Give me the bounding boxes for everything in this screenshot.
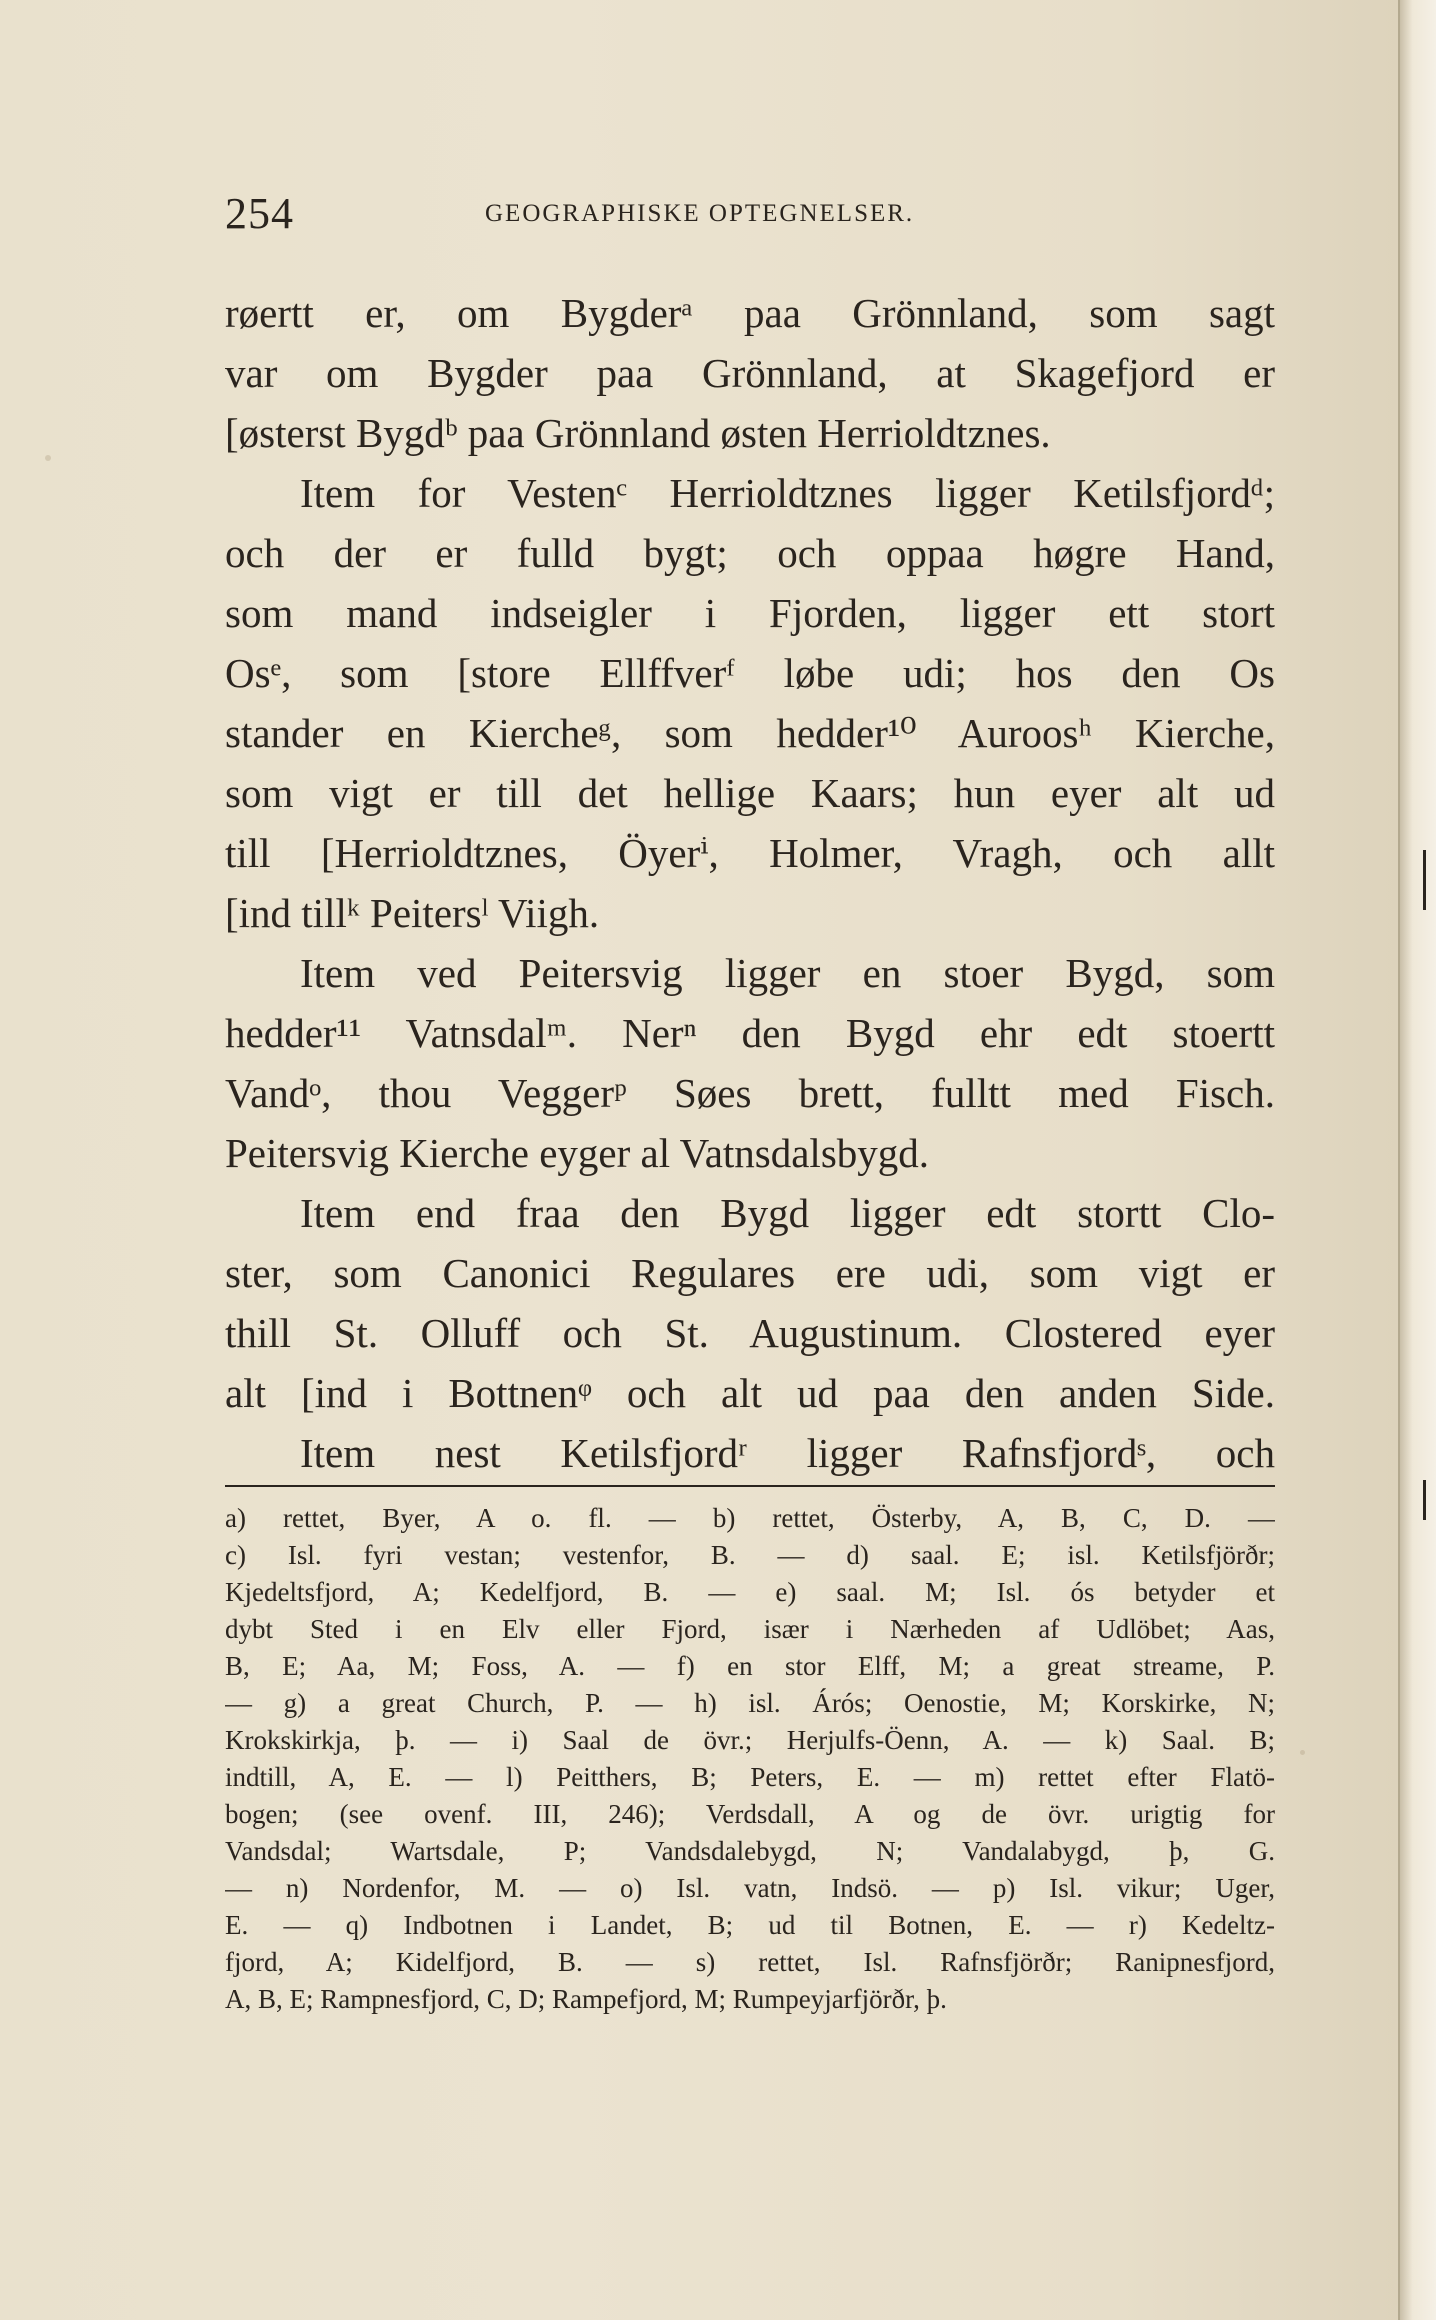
body-line: var om Bygder paa Grönnland, at Skagefjord er bbox=[225, 350, 1275, 396]
edge-mark bbox=[1423, 850, 1426, 910]
footnote-line: fjord, A; Kidelfjord, B. — s) rettet, Isl. Rafnsfjörðr; Ranipnesfjord, bbox=[225, 1947, 1275, 1977]
running-title: GEOGRAPHISKE OPTEGNELSER. bbox=[485, 200, 915, 227]
body-line: som mand indseigler i Fjorden, ligger ett stort bbox=[225, 590, 1275, 636]
footnote-line: Vandsdal; Wartsdale, P; Vandsdalebygd, N; Vandalabygd, þ, G. bbox=[225, 1836, 1275, 1866]
body-text bbox=[225, 283, 1275, 1487]
footnote-line: dybt Sted i en Elv eller Fjord, især i Nærheden af Udlöbet; Aas, bbox=[225, 1614, 1275, 1644]
body-line: røertt er, om Bygderᵃ paa Grönnland, som sagt bbox=[225, 290, 1275, 336]
body-line: Item for Vestenᶜ Herrioldtznes ligger Ketilsfjordᵈ; bbox=[300, 470, 1275, 516]
footnote-line: indtill, A, E. — l) Peitthers, B; Peters, E. — m) rettet efter Flatö- bbox=[225, 1762, 1275, 1792]
footnote-separator-rule bbox=[225, 1485, 1275, 1487]
paper-speck bbox=[45, 455, 51, 461]
body-line: Item ved Peitersvig ligger en stoer Bygd, som bbox=[300, 950, 1275, 996]
footnote-line: bogen; (see ovenf. III, 246); Verdsdall, A og de övr. urigtig for bbox=[225, 1799, 1275, 1829]
edge-mark bbox=[1423, 1480, 1426, 1520]
footnote-line: Krokskirkja, þ. — i) Saal de övr.; Herjulfs-Öenn, A. — k) Saal. B; bbox=[225, 1725, 1275, 1755]
body-line: [ind tillᵏ Peitersˡ Viigh. bbox=[225, 890, 600, 936]
footnotes bbox=[225, 1500, 1275, 2018]
body-line: Vandᵒ, thou Veggerᵖ Søes brett, fulltt med Fisch. bbox=[225, 1070, 1275, 1116]
footnote-line: — g) a great Church, P. — h) isl. Árós; Oenostie, M; Korskirke, N; bbox=[225, 1688, 1275, 1718]
body-line: till [Herrioldtznes, Öyerⁱ, Holmer, Vragh, och allt bbox=[225, 830, 1275, 876]
body-line: Item end fraa den Bygd ligger edt stortt Clo- bbox=[300, 1190, 1275, 1236]
footnote-line: c) Isl. fyri vestan; vestenfor, B. — d) saal. E; isl. Ketilsfjörðr; bbox=[225, 1540, 1275, 1570]
body-line: Osᵉ, som [store Ellffverᶠ løbe udi; hos den Os bbox=[225, 650, 1275, 696]
body-line: ster, som Canonici Regulares ere udi, som vigt er bbox=[225, 1250, 1275, 1296]
footnote-line: A, B, E; Rampnesfjord, C, D; Rampefjord, M; Rumpeyjarfjörðr, þ. bbox=[225, 1984, 947, 2014]
page-edge bbox=[1398, 0, 1436, 2320]
body-line: alt [ind i Bottnenᵠ och alt ud paa den anden Side. bbox=[225, 1370, 1275, 1416]
body-line: Item nest Ketilsfjordʳ ligger Rafnsfjordˢ, och bbox=[300, 1430, 1275, 1476]
running-head bbox=[225, 188, 1275, 238]
footnote-line: Kjedeltsfjord, A; Kedelfjord, B. — e) saal. M; Isl. ós betyder et bbox=[225, 1577, 1275, 1607]
body-line: och der er fulld bygt; och oppaa høgre Hand, bbox=[225, 530, 1275, 576]
body-line: stander en Kiercheᵍ, som hedder¹⁰ Auroosʰ Kierche, bbox=[225, 710, 1275, 756]
body-line: som vigt er till det hellige Kaars; hun eyer alt ud bbox=[225, 770, 1275, 816]
page-number: 254 bbox=[225, 189, 294, 238]
paper-speck bbox=[1300, 1750, 1305, 1755]
footnote-line: B, E; Aa, M; Foss, A. — f) en stor Elff, M; a great streame, P. bbox=[225, 1651, 1275, 1681]
body-line: Peitersvig Kierche eyger al Vatnsdalsbygd. bbox=[225, 1130, 930, 1176]
footnote-line: a) rettet, Byer, A o. fl. — b) rettet, Österby, A, B, C, D. — bbox=[225, 1503, 1275, 1533]
footnote-line: — n) Nordenfor, M. — o) Isl. vatn, Indsö. — p) Isl. vikur; Uger, bbox=[225, 1873, 1275, 1903]
body-line: hedder¹¹ Vatnsdalᵐ. Nerⁿ den Bygd ehr edt stoertt bbox=[225, 1010, 1275, 1056]
body-line: thill St. Olluff och St. Augustinum. Clostered eyer bbox=[225, 1310, 1275, 1356]
footnote-line: E. — q) Indbotnen i Landet, B; ud til Botnen, E. — r) Kedeltz- bbox=[225, 1910, 1275, 1940]
body-line: [østerst Bygdᵇ paa Grönnland østen Herrioldtznes. bbox=[225, 410, 1051, 456]
